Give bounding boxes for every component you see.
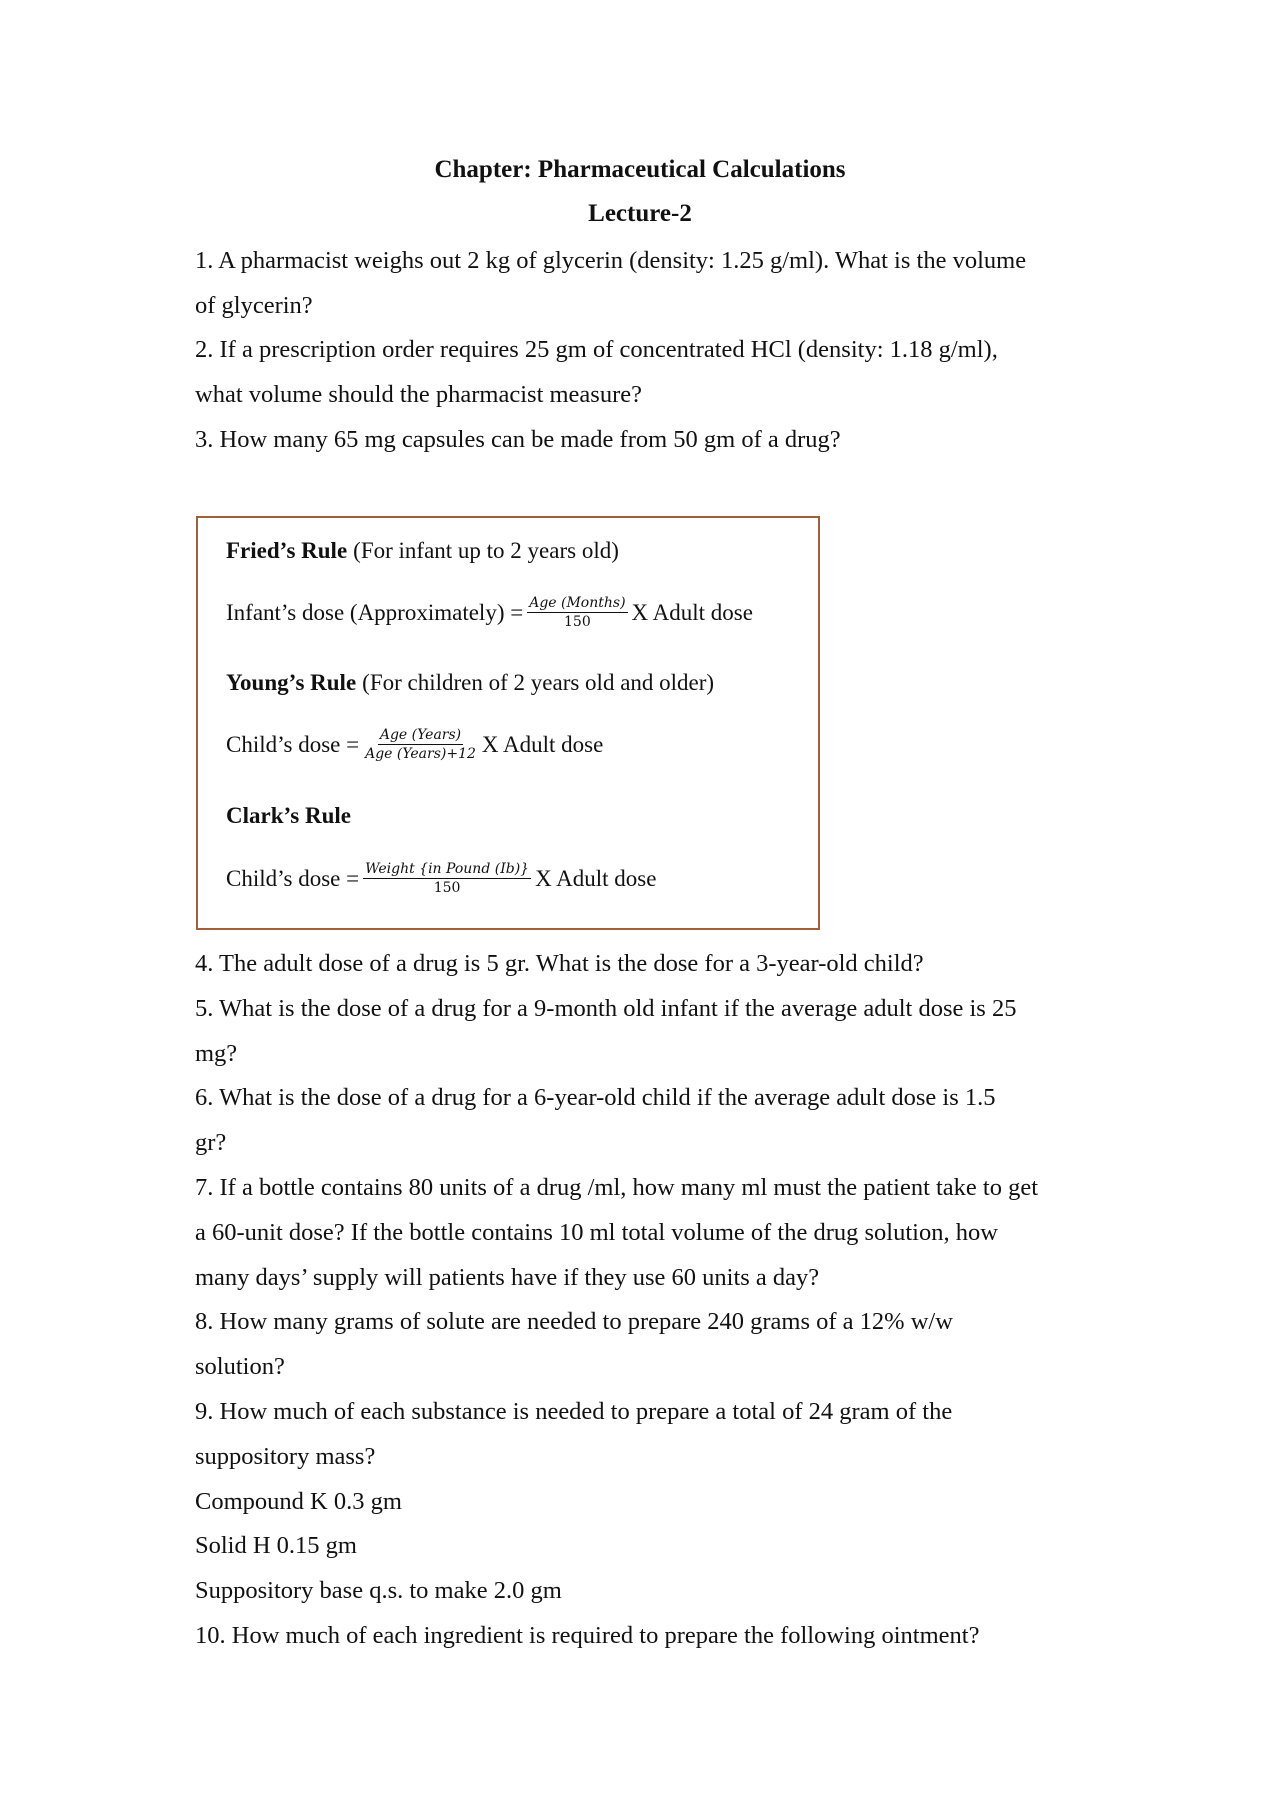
clark-fraction (363, 860, 531, 897)
question-line: mg? (195, 1040, 238, 1067)
question-line: 8. How many grams of solute are needed to prepare 240 grams of a 12% w/w (195, 1308, 953, 1335)
question-line: 1. A pharmacist weighs out 2 kg of glycerin (density: 1.25 g/ml). What is the volume (195, 247, 1027, 274)
fried-rule-formula (226, 594, 753, 631)
clark-numerator: Weight {in Pound (Ib)} (365, 861, 530, 877)
ingredient-line: Solid H 0.15 gm (195, 1532, 357, 1559)
young-rule-formula (226, 726, 603, 763)
young-formula-lhs: Child’s dose = (226, 731, 360, 757)
clark-rule-title: Clark’s Rule (226, 803, 352, 828)
clark-formula-rhs: X Adult dose (535, 865, 657, 891)
fried-fraction (527, 594, 627, 631)
fried-formula-lhs: Infant’s dose (Approximately) = (226, 599, 524, 625)
question-line: 6. What is the dose of a drug for a 6-year-old child if the average adult dose is 1.5 (195, 1084, 996, 1111)
clark-rule-heading (226, 803, 351, 829)
question-line: 10. How much of each ingredient is required to prepare the following ointment? (195, 1622, 980, 1649)
question-line: 3. How many 65 mg capsules can be made from 50 gm of a drug? (195, 426, 841, 453)
fried-formula-rhs: X Adult dose (631, 599, 753, 625)
question-line: of glycerin? (195, 292, 313, 319)
question-line: 4. The adult dose of a drug is 5 gr. What is the dose for a 3-year-old child? (195, 950, 924, 977)
question-line: what volume should the pharmacist measure? (195, 381, 642, 408)
young-fraction (363, 726, 478, 763)
question-line: 9. How much of each substance is needed to prepare a total of 24 gram of the (195, 1398, 953, 1425)
question-line: many days’ supply will patients have if they use 60 units a day? (195, 1264, 820, 1291)
fried-rule-note: (For infant up to 2 years old) (353, 538, 619, 563)
young-numerator: Age (Years) (379, 727, 462, 743)
question-line: 2. If a prescription order requires 25 gm of concentrated HCl (density: 1.18 g/ml), (195, 336, 998, 363)
question-line: suppository mass? (195, 1443, 376, 1470)
young-rule-heading (226, 670, 714, 696)
young-denominator: Age (Years)+12 (365, 746, 476, 762)
fried-numerator: Age (Months) (529, 595, 626, 611)
question-line: 5. What is the dose of a drug for a 9-month old infant if the average adult dose is 25 (195, 995, 1017, 1022)
fried-rule-title: Fried’s Rule (226, 538, 348, 563)
chapter-title: Chapter: Pharmaceutical Calculations (434, 156, 846, 183)
ingredient-line: Suppository base q.s. to make 2.0 gm (195, 1577, 562, 1604)
question-line: gr? (195, 1129, 227, 1156)
fried-denominator: 150 (564, 614, 591, 630)
question-line: solution? (195, 1353, 285, 1380)
clark-denominator: 150 (433, 880, 461, 896)
lecture-title: Lecture-2 (588, 200, 692, 227)
clark-rule-formula (226, 860, 656, 897)
dosage-rules-box (196, 516, 820, 930)
ingredient-line: Compound K 0.3 gm (195, 1488, 402, 1515)
young-formula-rhs: X Adult dose (481, 731, 604, 757)
question-line: 7. If a bottle contains 80 units of a drug /ml, how many ml must the patient take to get (195, 1174, 1039, 1201)
young-rule-title: Young’s Rule (226, 670, 357, 695)
clark-formula-lhs: Child’s dose = (226, 865, 360, 891)
question-line: a 60-unit dose? If the bottle contains 10 ml total volume of the drug solution, how (195, 1219, 998, 1246)
fried-rule-heading (226, 538, 619, 564)
young-rule-note: (For children of 2 years old and older) (362, 670, 715, 695)
